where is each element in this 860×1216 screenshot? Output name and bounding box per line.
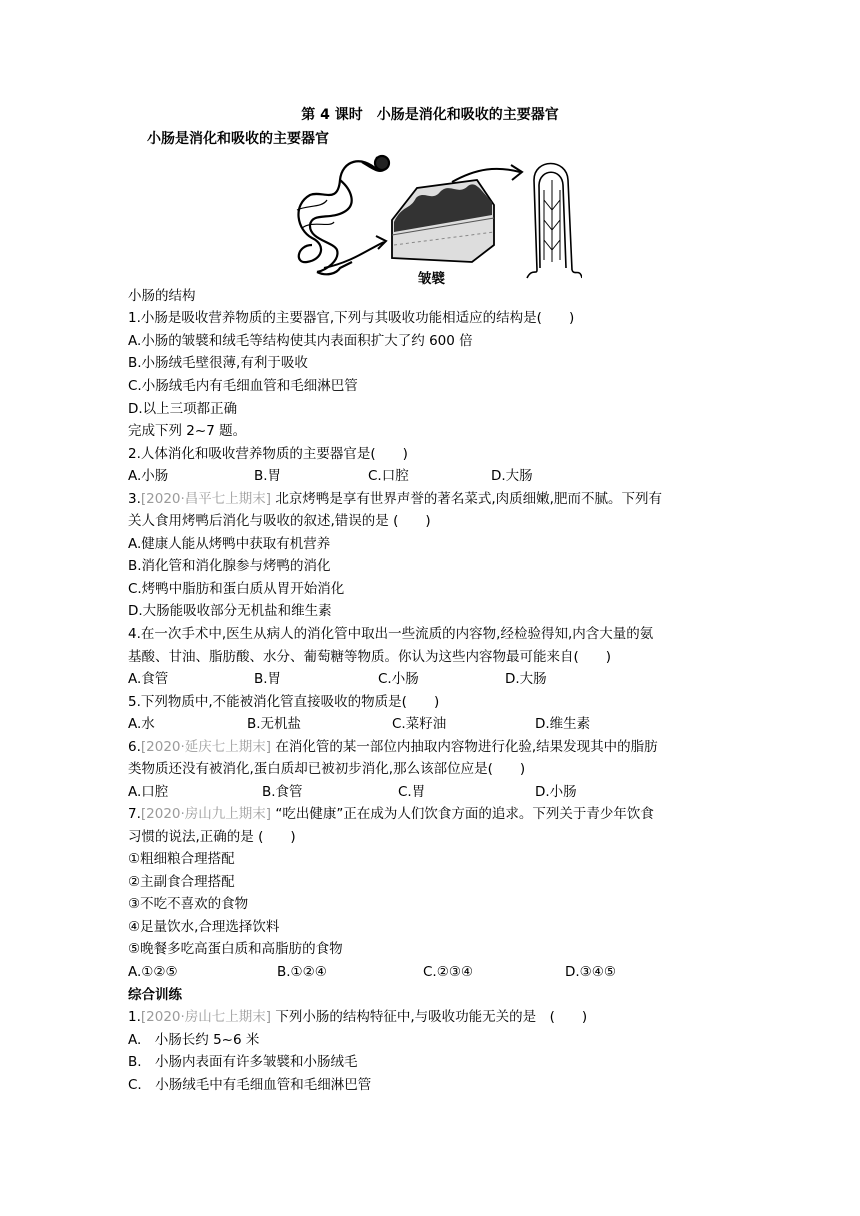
q4-stem-line1: 4.在一次手术中,医生从病人的消化管中取出一些流质的内容物,经检验得知,内含大量的氨 (128, 626, 654, 642)
z1-number: 1. (128, 1009, 141, 1025)
z1-option-c: C. 小肠绒毛中有毛细血管和毛细淋巴管 (128, 1077, 372, 1093)
section-heading: 小肠是消化和吸收的主要器官 (147, 131, 329, 147)
q6-stem-line1 (128, 736, 658, 758)
q2-option-b: B.胃 (254, 468, 282, 484)
q4-option-b: B.胃 (254, 671, 282, 687)
q6-number: 6. (128, 739, 141, 755)
q7-number: 7. (128, 806, 141, 822)
q1-option-b: B.小肠绒毛壁很薄,有利于吸收 (128, 355, 308, 371)
q7-stem-line2: 习惯的说法,正确的是 ( ) (128, 829, 296, 845)
arrow-to-villus (452, 165, 522, 182)
q1-option-d: D.以上三项都正确 (128, 401, 238, 417)
q3-number: 3. (128, 491, 141, 507)
z1-stem (128, 1006, 587, 1028)
q7-item-1: ①粗细粮合理搭配 (128, 851, 235, 867)
q4-stem-line2: 基酸、甘油、脂肪酸、水分、葡萄糖等物质。你认为这些内容物最可能来自( ) (128, 649, 612, 665)
q7-stem-text: “吃出健康”正在成为人们饮食方面的追求。下列关于青少年饮食 (271, 806, 654, 822)
villus-drawing (527, 164, 582, 279)
figure-caption: 皱襞 (418, 271, 445, 287)
q3-stem-line1 (128, 488, 662, 510)
q3-stem-text: 北京烤鸭是享有世界声誉的著名菜式,肉质细嫩,肥而不腻。下列有 (271, 491, 662, 507)
small-intestine-figure (282, 150, 582, 285)
z1-option-a: A. 小肠长约 5~6 米 (128, 1032, 260, 1048)
section-structure-heading: 小肠的结构 (128, 288, 196, 304)
q3-option-b: B.消化管和消化腺参与烤鸭的消化 (128, 558, 331, 574)
fold-section-drawing (392, 180, 494, 262)
q1-option-c: C.小肠绒毛内有毛细血管和毛细淋巴管 (128, 378, 358, 394)
instruction-2-7: 完成下列 2~7 题。 (128, 423, 247, 439)
q7-option-a: A.①②⑤ (128, 964, 178, 980)
section-comprehensive-heading: 综合训练 (128, 987, 182, 1003)
q7-source: [2020·房山九上期末] (140, 806, 272, 822)
q4-option-a: A.食管 (128, 671, 169, 687)
z1-option-b: B. 小肠内表面有许多皱襞和小肠绒毛 (128, 1054, 358, 1070)
q7-item-2: ②主副食合理搭配 (128, 874, 235, 890)
q6-option-c: C.胃 (398, 784, 426, 800)
q7-option-b: B.①②④ (277, 964, 327, 980)
q3-option-a: A.健康人能从烤鸭中获取有机营养 (128, 536, 331, 552)
q7-option-d: D.③④⑤ (565, 964, 616, 980)
q3-option-c: C.烤鸭中脂肪和蛋白质从胃开始消化 (128, 581, 345, 597)
q7-item-4: ④足量饮水,合理选择饮料 (128, 919, 280, 935)
q2-stem: 2.人体消化和吸收营养物质的主要器官是( ) (128, 446, 408, 462)
q7-stem-line1 (128, 803, 654, 825)
q5-stem: 5.下列物质中,不能被消化管直接吸收的物质是( ) (128, 694, 440, 710)
q3-source: [2020·昌平七上期末] (140, 491, 272, 507)
q6-source: [2020·延庆七上期末] (140, 739, 272, 755)
q6-option-b: B.食管 (262, 784, 303, 800)
q2-option-a: A.小肠 (128, 468, 169, 484)
z1-source: [2020·房山七上期末] (140, 1009, 272, 1025)
q7-item-3: ③不吃不喜欢的食物 (128, 896, 249, 912)
q7-option-c: C.②③④ (423, 964, 474, 980)
q5-option-d: D.维生素 (535, 716, 591, 732)
q1-stem: 1.小肠是吸收营养物质的主要器官,下列与其吸收功能相适应的结构是( ) (128, 310, 575, 326)
q6-stem-text: 在消化管的某一部位内抽取内容物进行化验,结果发现其中的脂肪 (271, 739, 658, 755)
intestine-coil-drawing (297, 156, 389, 274)
q5-option-c: C.菜籽油 (392, 716, 447, 732)
q7-item-5: ⑤晚餐多吃高蛋白质和高脂肪的食物 (128, 941, 343, 957)
z1-stem-text: 下列小肠的结构特征中,与吸收功能无关的是 ( ) (271, 1009, 588, 1025)
q6-option-a: A.口腔 (128, 784, 169, 800)
q4-option-d: D.大肠 (505, 671, 547, 687)
q6-option-d: D.小肠 (535, 784, 577, 800)
q5-option-a: A.水 (128, 716, 155, 732)
q2-option-d: D.大肠 (491, 468, 533, 484)
q6-stem-line2: 类物质还没有被消化,蛋白质却已被初步消化,那么该部位应是( ) (128, 761, 526, 777)
q4-option-c: C.小肠 (378, 671, 419, 687)
q5-option-b: B.无机盐 (247, 716, 302, 732)
q3-option-d: D.大肠能吸收部分无机盐和维生素 (128, 603, 332, 619)
lesson-title: 第 4 课时 小肠是消化和吸收的主要器官 (301, 107, 559, 123)
q1-option-a: A.小肠的皱襞和绒毛等结构使其内表面积扩大了约 600 倍 (128, 333, 473, 349)
q3-stem-line2: 关人食用烤鸭后消化与吸收的叙述,错误的是 ( ) (128, 513, 431, 529)
q2-option-c: C.口腔 (368, 468, 409, 484)
